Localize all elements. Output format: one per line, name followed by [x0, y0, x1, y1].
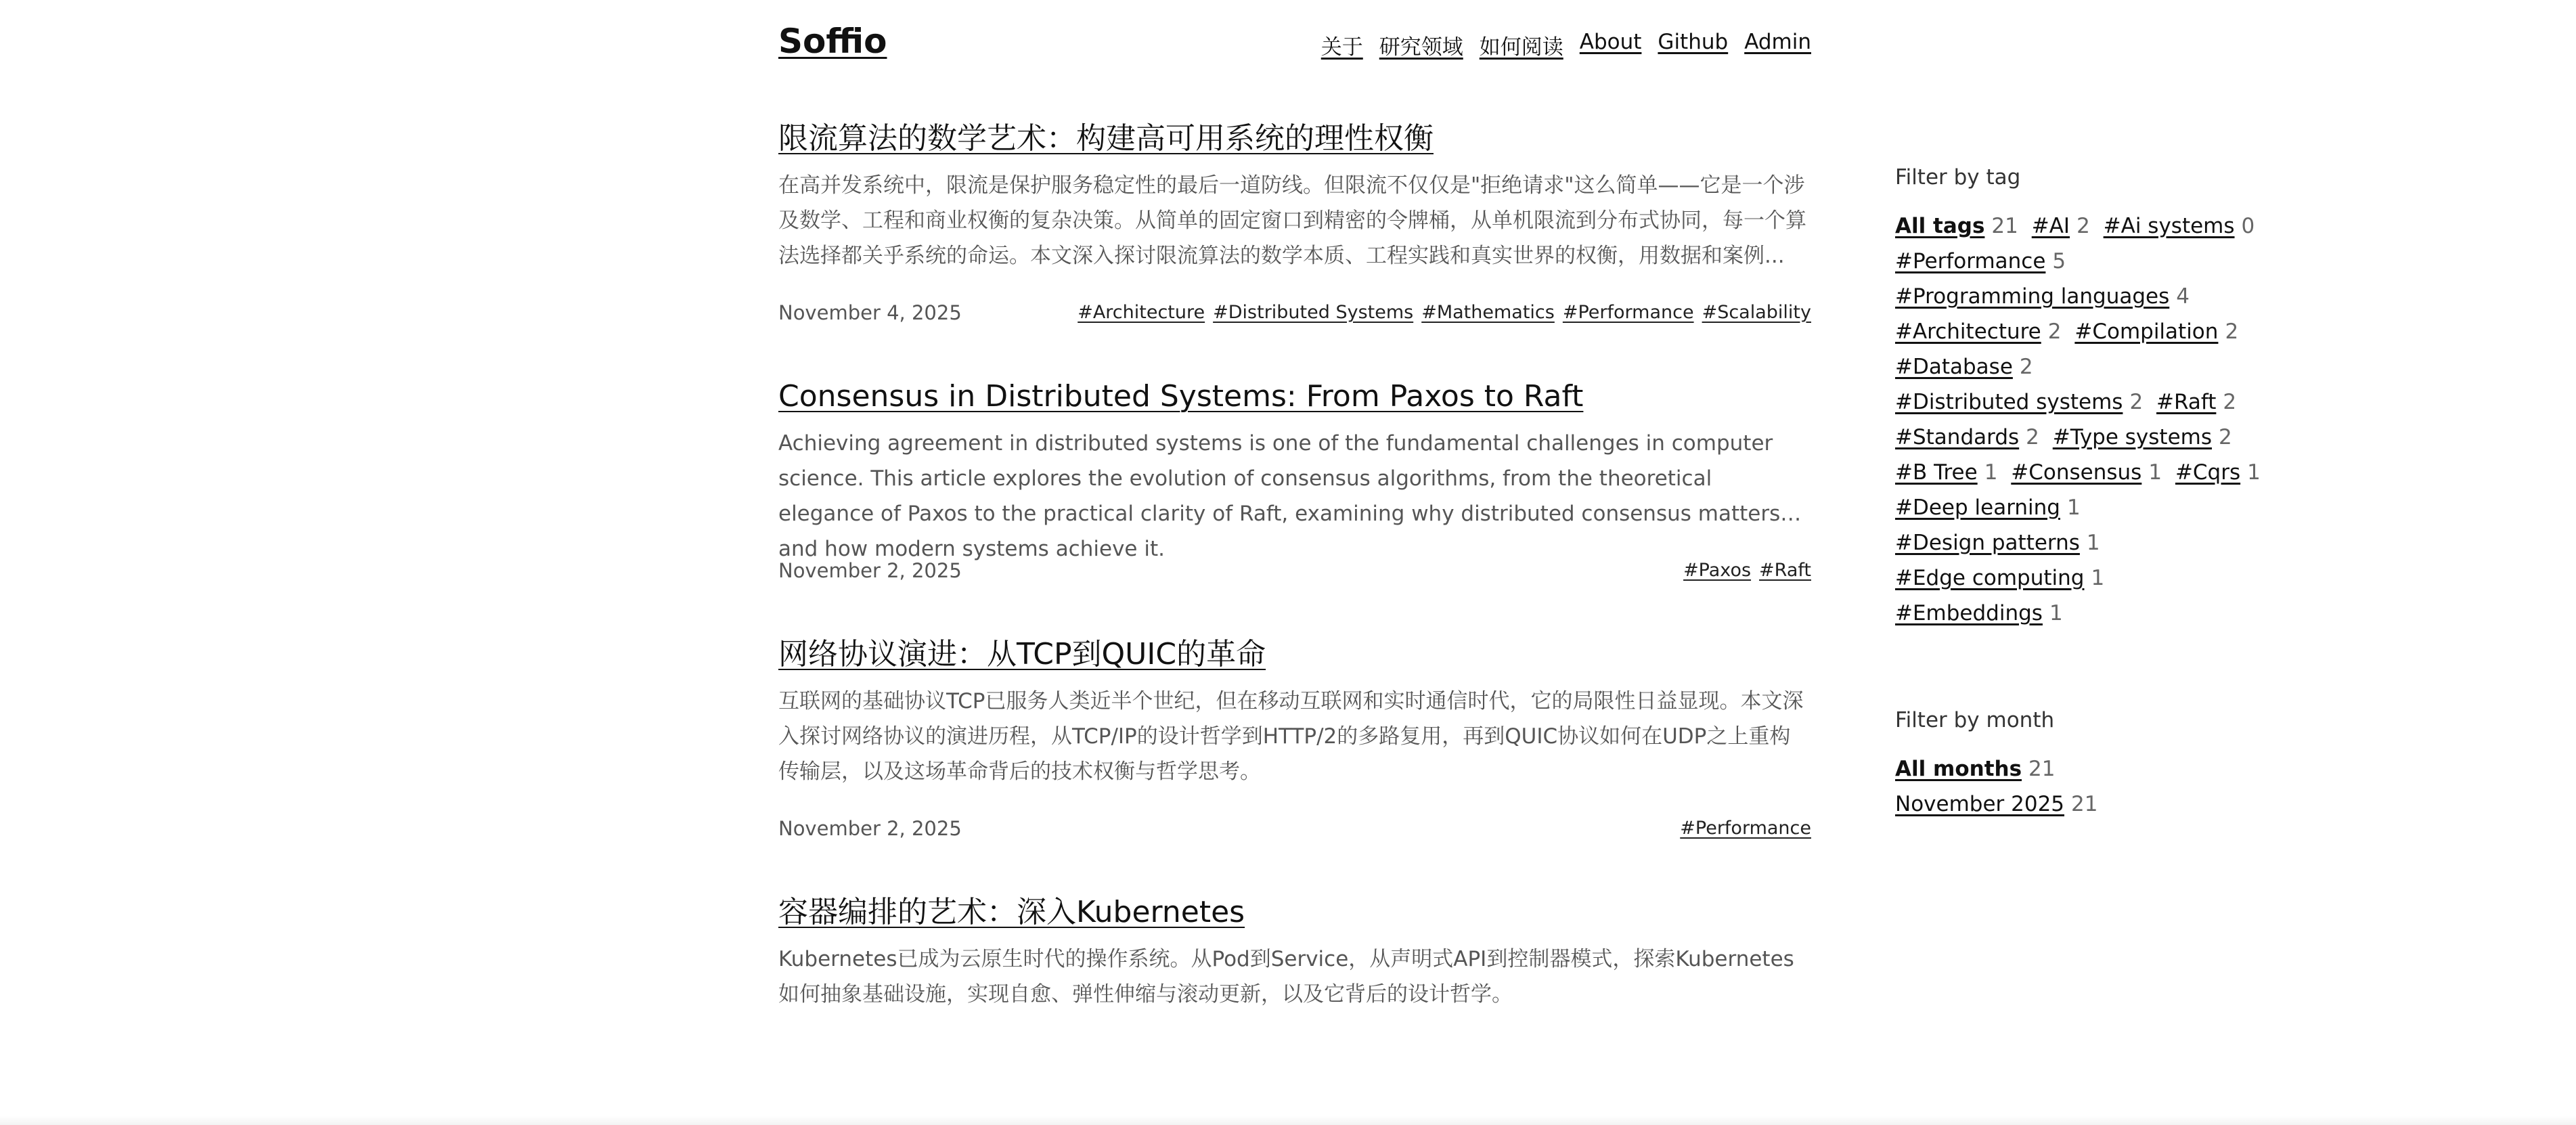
tag-filter-link[interactable]: #AI [2031, 214, 2070, 238]
post-excerpt: 互联网的基础协议TCP已服务人类近半个世纪，但在移动互联网和实时通信时代，它的局限性日益显现。本文深入探讨网络协议的演进历程，从TCP/IP的设计哲学到HTTP/2的多路复用，再到QUIC协议如何在UDP之上重构传输层，以及这场革命背后的技术权衡与哲学思考。 [778, 689, 1804, 784]
post-meta [778, 815, 1811, 842]
post-card [778, 631, 1811, 842]
tag-filter-link[interactable]: #Cqrs [2175, 460, 2241, 485]
tag-filter-link[interactable]: #Embeddings [1895, 601, 2043, 625]
tag-filter-heading: Filter by tag [1895, 165, 2021, 190]
tag-filter-link[interactable]: #Distributed systems [1895, 390, 2123, 414]
nav-link-github[interactable]: Github [1658, 30, 1729, 54]
post-title-link[interactable]: Consensus in Distributed Systems: From Paxos to Raft [778, 379, 1584, 414]
tag-filter-item [1895, 601, 2063, 625]
tag-filter-item [1895, 566, 2104, 590]
tag-count: 2 [2026, 425, 2039, 449]
tag-count: 2 [2019, 355, 2033, 379]
tag-filter-link[interactable]: #Deep learning [1895, 495, 2060, 520]
month-list [1895, 751, 2369, 822]
tag-count: 4 [2176, 284, 2190, 309]
tag-count: 1 [2067, 495, 2081, 520]
nav-link-about-zh[interactable]: 关于 [1320, 35, 1363, 60]
tag-count: 5 [2052, 249, 2066, 273]
post-tag-link[interactable]: #Raft [1759, 560, 1811, 581]
tag-filter-item [1895, 319, 2062, 344]
post-card [778, 373, 1811, 584]
tag-count: 2 [2077, 214, 2090, 238]
tag-filter-item [1895, 460, 1997, 485]
tag-filter-link[interactable]: #Consensus [2011, 460, 2142, 485]
tag-filter-item [1895, 284, 2190, 309]
post-tag-link[interactable]: #Distributed Systems [1213, 302, 1414, 323]
tag-filter-item [2053, 425, 2232, 449]
post-tag-link[interactable]: #Performance [1562, 302, 1694, 323]
nav-link-how-to-read[interactable]: 如何阅读 [1479, 35, 1563, 60]
tag-count: 21 [1991, 214, 2018, 238]
tag-filter-link[interactable]: #Performance [1895, 249, 2046, 273]
post-title-link[interactable]: 网络协议演进：从TCP到QUIC的革命 [778, 637, 1266, 671]
post-date: November 4, 2025 [778, 301, 962, 324]
post-card [778, 889, 1811, 1047]
post-tag-link[interactable]: #Performance [1680, 818, 1811, 839]
tag-filter-item [2104, 214, 2255, 238]
month-filter-item [1895, 787, 2362, 822]
tag-filter-link[interactable]: #B Tree [1895, 460, 1978, 485]
site-header [778, 20, 1811, 74]
tag-filter-item [1895, 355, 2033, 379]
post-meta [778, 557, 1811, 584]
nav-link-research-areas[interactable]: 研究领域 [1379, 35, 1463, 60]
nav-link-admin[interactable]: Admin [1744, 30, 1811, 54]
post-date: November 2, 2025 [778, 817, 962, 840]
tag-filter-item [1895, 249, 2066, 273]
post-tags [1680, 815, 1811, 842]
post-tag-link[interactable]: #Scalability [1702, 302, 1811, 323]
tag-filter-item [2011, 460, 2162, 485]
month-filter-heading: Filter by month [1895, 708, 2055, 732]
month-filter-link[interactable]: November 2025 [1895, 792, 2065, 816]
post-title-link[interactable]: 限流算法的数学艺术：构建高可用系统的理性权衡 [778, 121, 1434, 156]
post-date: November 2, 2025 [778, 559, 962, 582]
post-excerpt: Kubernetes已成为云原生时代的操作系统。从Pod到Service，从声明式API到控制器模式，探索Kubernetes如何抽象基础设施，实现自愈、弹性伸缩与滚动更新，以及它背后的设计哲学。 [778, 947, 1794, 1007]
post-list [778, 115, 1811, 1094]
site-title-link[interactable]: Soffio [778, 22, 887, 61]
tag-count: 1 [2148, 460, 2162, 485]
month-count: 21 [2028, 757, 2056, 781]
post-tag-link[interactable]: #Architecture [1078, 302, 1205, 323]
tag-count: 2 [2129, 390, 2144, 414]
month-filter-link-all[interactable]: All months [1895, 757, 2022, 781]
tag-cloud [1895, 208, 2369, 631]
tag-filter-link[interactable]: #Type systems [2052, 425, 2213, 449]
tag-filter-item [2175, 460, 2261, 485]
tag-filter-item [1895, 390, 2143, 414]
post-tag-link[interactable]: #Mathematics [1421, 302, 1555, 323]
tag-filter-link[interactable]: #Compilation [2074, 319, 2219, 344]
tag-filter-item [1895, 495, 2081, 520]
tag-filter-item [2156, 390, 2236, 414]
month-filter [1895, 705, 2369, 822]
tag-count: 1 [2091, 566, 2105, 590]
tag-count: 1 [2086, 531, 2100, 555]
tag-filter-item [2074, 319, 2238, 344]
tag-filter-link[interactable]: #Database [1895, 355, 2013, 379]
tag-filter-item [2032, 214, 2090, 238]
month-filter-item [1895, 751, 2362, 787]
tag-filter-link[interactable]: #Programming languages [1895, 284, 2170, 309]
tag-count: 2 [2047, 319, 2062, 344]
tag-filter-link[interactable]: #Ai systems [2103, 214, 2235, 238]
tag-count: 2 [2225, 319, 2239, 344]
tag-filter-link[interactable]: #Standards [1895, 425, 2020, 449]
post-tag-link[interactable]: #Paxos [1683, 560, 1752, 581]
post-card [778, 115, 1811, 326]
tag-filter-link[interactable]: #Design patterns [1895, 531, 2080, 555]
post-meta [778, 299, 1811, 326]
sidebar [1895, 162, 2369, 822]
month-count: 21 [2071, 792, 2098, 816]
tag-count: 1 [2049, 601, 2063, 625]
tag-filter-link[interactable]: #Architecture [1895, 319, 2041, 344]
tag-filter-item [1895, 214, 2018, 238]
tag-count: 2 [2223, 390, 2237, 414]
tag-filter-item [1895, 531, 2100, 555]
tag-filter-item [1895, 425, 2039, 449]
tag-count: 0 [2241, 214, 2255, 238]
tag-filter [1895, 162, 2369, 631]
tag-count: 1 [1984, 460, 1998, 485]
tag-filter-link-all[interactable]: All tags [1895, 214, 1985, 238]
post-tags [1078, 299, 1811, 326]
tag-filter-link[interactable]: #Edge computing [1895, 566, 2085, 590]
nav-link-about[interactable]: About [1579, 30, 1642, 54]
tag-filter-link[interactable]: #Raft [2156, 390, 2217, 414]
tag-count: 2 [2219, 425, 2232, 449]
post-excerpt: 在高并发系统中，限流是保护服务稳定性的最后一道防线。但限流不仅仅是"拒绝请求"这么简单——它是一个涉及数学、工程和商业权衡的复杂决策。从简单的固定窗口到精密的令牌桶，从单机限流到分布式协同，每一个算法选择都关乎系统的命运。本文深入探讨限流算法的数学本质、工程实践和真实世界的权衡，用数据和案例... [778, 173, 1806, 268]
main-nav [1321, 30, 1811, 60]
post-title-link[interactable]: 容器编排的艺术：深入Kubernetes [778, 895, 1245, 929]
tag-count: 1 [2247, 460, 2261, 485]
post-tags [1683, 557, 1811, 584]
post-excerpt: Achieving agreement in distributed systems is one of the fundamental challenges in computer science. This article explores the evolution of consensus algorithms, from the theoretical elegance of Paxos to the practical clarity of Raft, examining why distributed consensus matters and how modern systems achieve it. [778, 431, 1781, 561]
bottom-fade [0, 1116, 2576, 1125]
